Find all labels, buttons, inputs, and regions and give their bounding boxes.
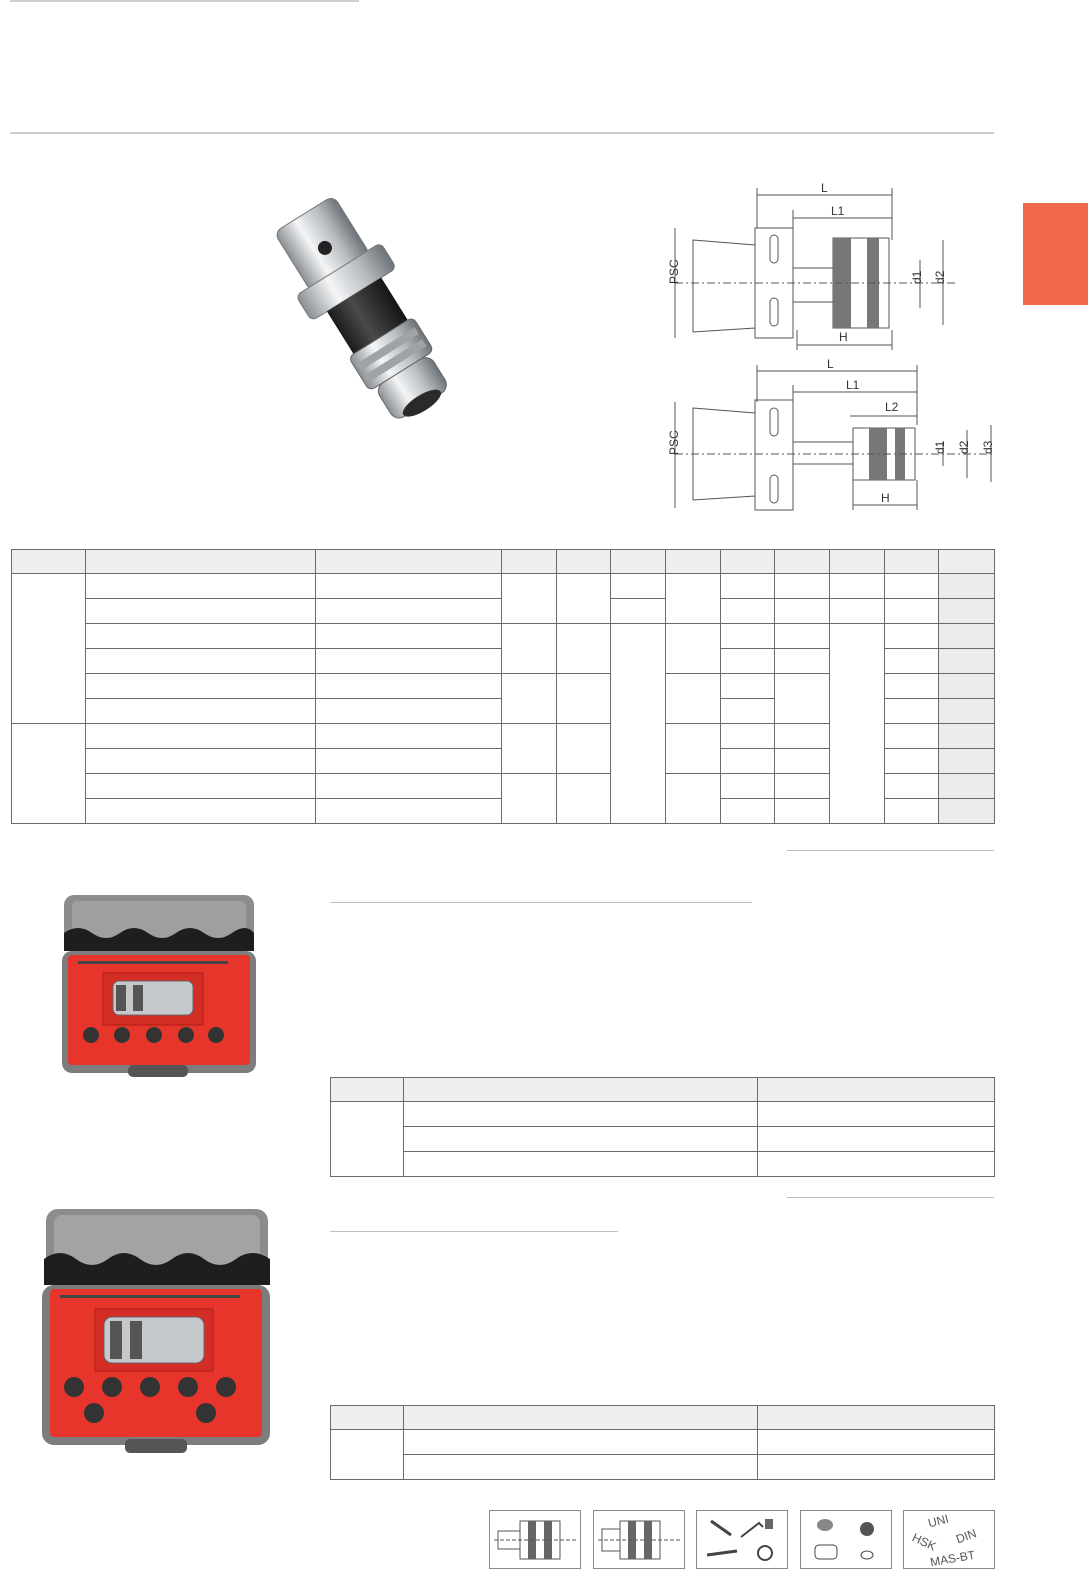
svg-text:DIN: DIN (954, 1526, 979, 1547)
technical-drawing (655, 180, 1000, 515)
table-row (331, 1152, 995, 1177)
diagram-label-d3-bottom: d3 (981, 440, 995, 454)
diagram-label-L1-bottom: L1 (846, 378, 860, 392)
table-row (331, 1102, 995, 1127)
svg-text:UNI: UNI (926, 1511, 951, 1531)
subsection-rule (330, 902, 752, 903)
diagram-label-H-bottom: H (881, 491, 890, 505)
diagram-label-d2-bottom: d2 (957, 440, 971, 454)
diagram-label-d1-top: d1 (910, 270, 924, 284)
section-rule (787, 1197, 994, 1198)
table-header-row (12, 550, 995, 574)
diagram-label-psc-bottom: PSC (667, 430, 681, 455)
table-row (331, 1455, 995, 1480)
collet-accessories-icon (800, 1510, 892, 1569)
header-short-rule (10, 0, 359, 2)
table-header-row (331, 1406, 995, 1430)
tool-case-photo-large (40, 1207, 272, 1457)
tap-holder-alt-icon (593, 1510, 685, 1569)
diagram-label-L-top: L (821, 181, 828, 195)
svg-text:MAS-BT: MAS-BT (929, 1547, 977, 1568)
table-row (331, 1430, 995, 1455)
diagram-label-L-bottom: L (827, 357, 834, 371)
diagram-label-H-top: H (839, 330, 848, 344)
standards-icon (903, 1510, 995, 1569)
main-spec-table (11, 549, 995, 824)
section-rule (787, 850, 994, 851)
diagram-label-L2-bottom: L2 (885, 400, 899, 414)
diagram-label-L1-top: L1 (831, 204, 845, 218)
tool-case-photo (58, 893, 258, 1083)
diagram-label-d1-bottom: d1 (933, 440, 947, 454)
svg-text:HSK: HSK (909, 1530, 939, 1554)
tools-accessories-icon (696, 1510, 788, 1569)
subsection-rule (330, 1231, 618, 1232)
diagram-label-psc-top: PSC (667, 259, 681, 284)
table-row (12, 624, 995, 649)
tap-holder-icon (489, 1510, 581, 1569)
section-tab-marker (1023, 203, 1088, 305)
kit-table-2 (330, 1405, 995, 1480)
diagram-label-d2-top: d2 (933, 270, 947, 284)
table-row (12, 574, 995, 599)
tap-holder-photo (250, 190, 495, 445)
table-header-row (331, 1078, 995, 1102)
header-rule (10, 132, 994, 134)
table-row (331, 1127, 995, 1152)
kit-table-1 (330, 1077, 995, 1177)
